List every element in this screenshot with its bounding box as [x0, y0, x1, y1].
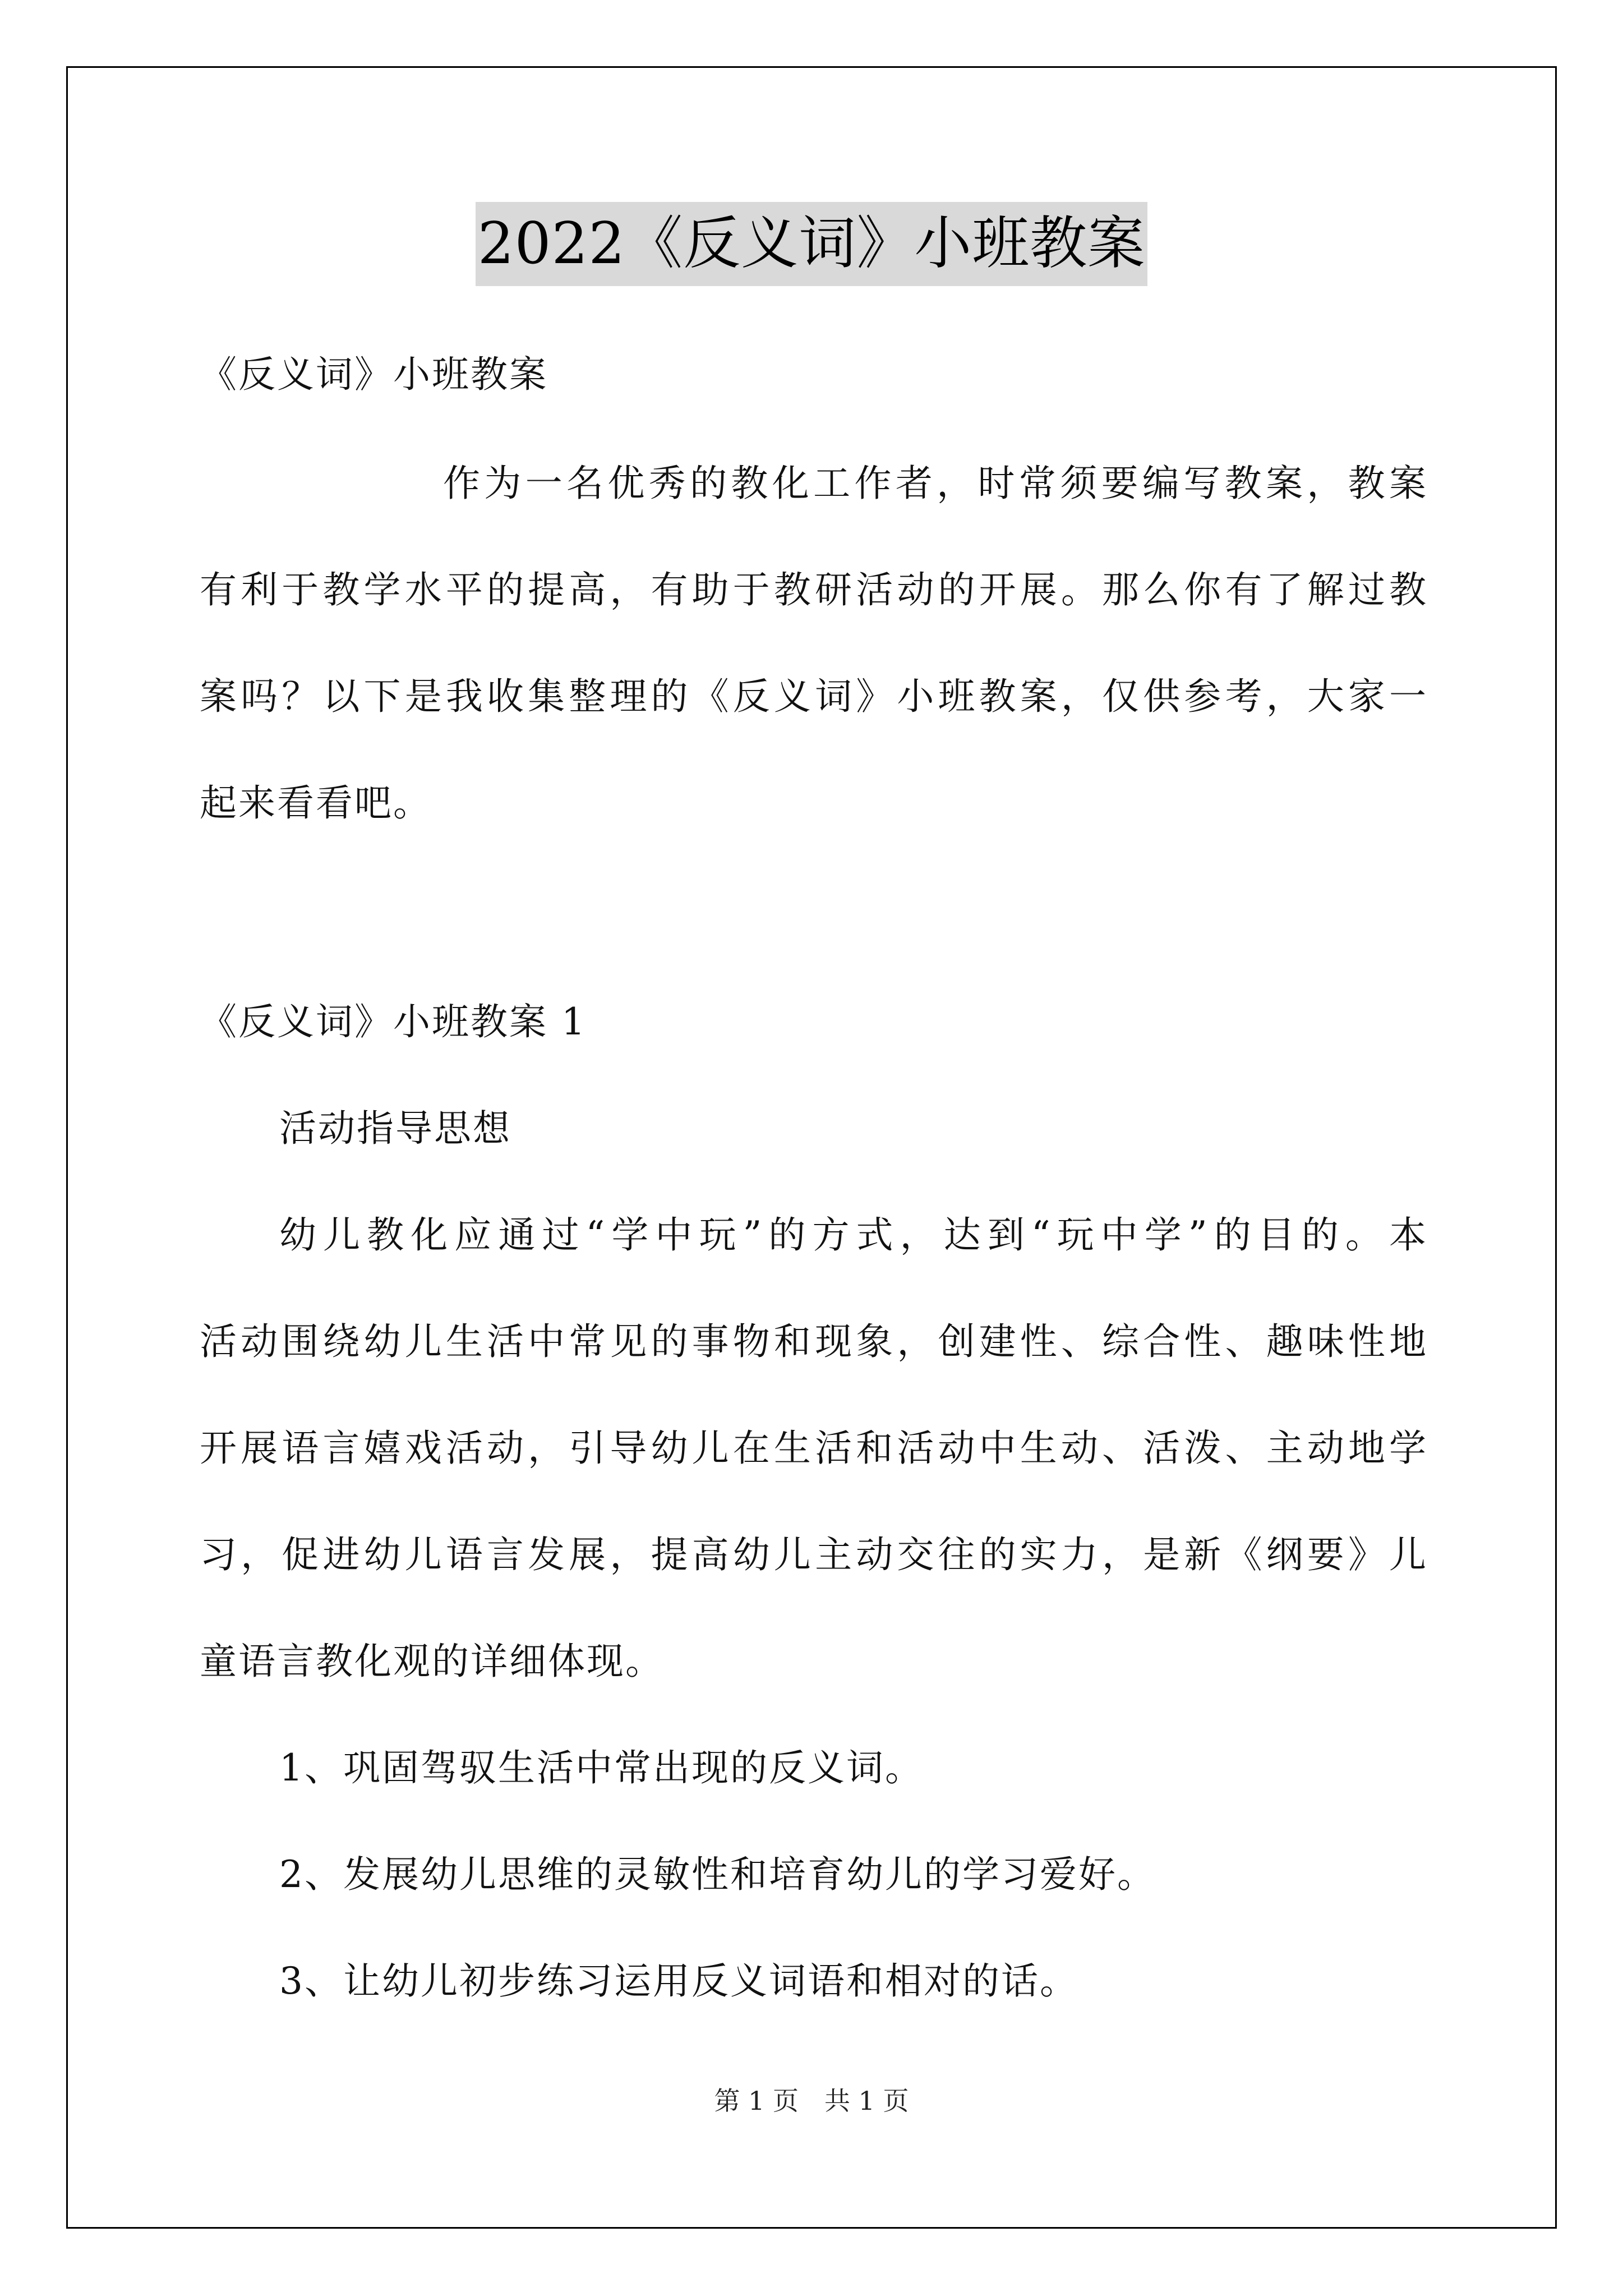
page-footer: 第 1 页 共 1 页	[714, 2086, 909, 2116]
body-line-2: 活动围绕幼儿生活中常见的事物和现象，创建性、综合性、趣味性地	[200, 1320, 1428, 1363]
intro-line-2: 有利于教学水平的提高，有助于教研活动的开展。那么你有了解过教	[200, 568, 1428, 611]
sub-heading: 活动指导思想	[279, 1107, 511, 1150]
intro-line-3: 案吗？以下是我收集整理的《反义词》小班教案，仅供参考，大家一	[200, 675, 1428, 718]
body-line-1: 幼儿教化应通过“学中玩”的方式，达到“玩中学”的目的。本	[279, 1213, 1428, 1257]
title-wrap	[0, 202, 1623, 286]
goal-item-3: 3、让幼儿初步练习运用反义词语和相对的话。	[279, 1959, 1078, 2003]
document-title: 2022《反义词》小班教案	[476, 202, 1148, 286]
body-line-3: 开展语言嬉戏活动，引导幼儿在生活和活动中生动、活泼、主动地学	[200, 1427, 1428, 1470]
intro-line-1: 作为一名优秀的教化工作者，时常须要编写教案，教案	[443, 462, 1428, 505]
section-heading: 《反义词》小班教案 1	[200, 1000, 587, 1043]
document-subtitle: 《反义词》小班教案	[200, 353, 548, 396]
body-line-4: 习，促进幼儿语言发展，提高幼儿主动交往的实力，是新《纲要》儿	[200, 1533, 1428, 1576]
body-line-5: 童语言教化观的详细体现。	[200, 1640, 664, 1683]
goal-item-2: 2、发展幼儿思维的灵敏性和培育幼儿的学习爱好。	[279, 1853, 1156, 1896]
intro-line-4: 起来看看吧。	[200, 781, 432, 825]
goal-item-1: 1、巩固驾驭生活中常出现的反义词。	[279, 1746, 924, 1789]
